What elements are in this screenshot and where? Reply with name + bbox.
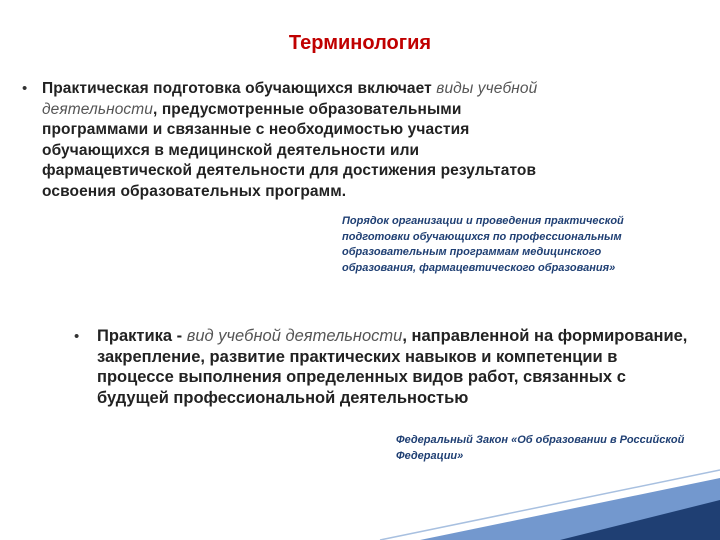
definition-practice	[97, 326, 697, 408]
definition-term: вид учебной деятельности	[186, 327, 403, 345]
definition-practical-training	[42, 79, 552, 202]
bullet-marker: •	[22, 80, 28, 97]
corner-band-dark	[560, 500, 720, 540]
source-note-law: Федеральный Закон «Об образовании в Российской Федерации»	[396, 434, 685, 462]
source-note-order: Порядок организации и проведения практической подготовки обучающихся по профессиональным образовательным программам медицинского образования, фармацевтического образования»	[342, 215, 624, 274]
corner-line	[380, 470, 720, 540]
definition-rest: , направленной на формирование, закрепление, развитие практических навыков и компетенции в процессе выполнения определенных видов работ, связанных с будущей профессиональной деятельностью	[97, 327, 688, 407]
definition-lead: Практическая подготовка обучающихся включает	[42, 80, 437, 97]
corner-band-light	[420, 478, 720, 540]
definition-rest: , предусмотренные образовательными программами и связанные с необходимостью участия обучающихся в медицинской деятельности или фармацевтической деятельности для достижения результатов освоения образовательных программ.	[42, 100, 537, 200]
definition-lead: Практика -	[97, 327, 187, 345]
slide-title: Терминология	[288, 32, 432, 54]
bullet-marker: •	[74, 328, 80, 345]
definition-term: виды учебной деятельности	[42, 80, 538, 118]
